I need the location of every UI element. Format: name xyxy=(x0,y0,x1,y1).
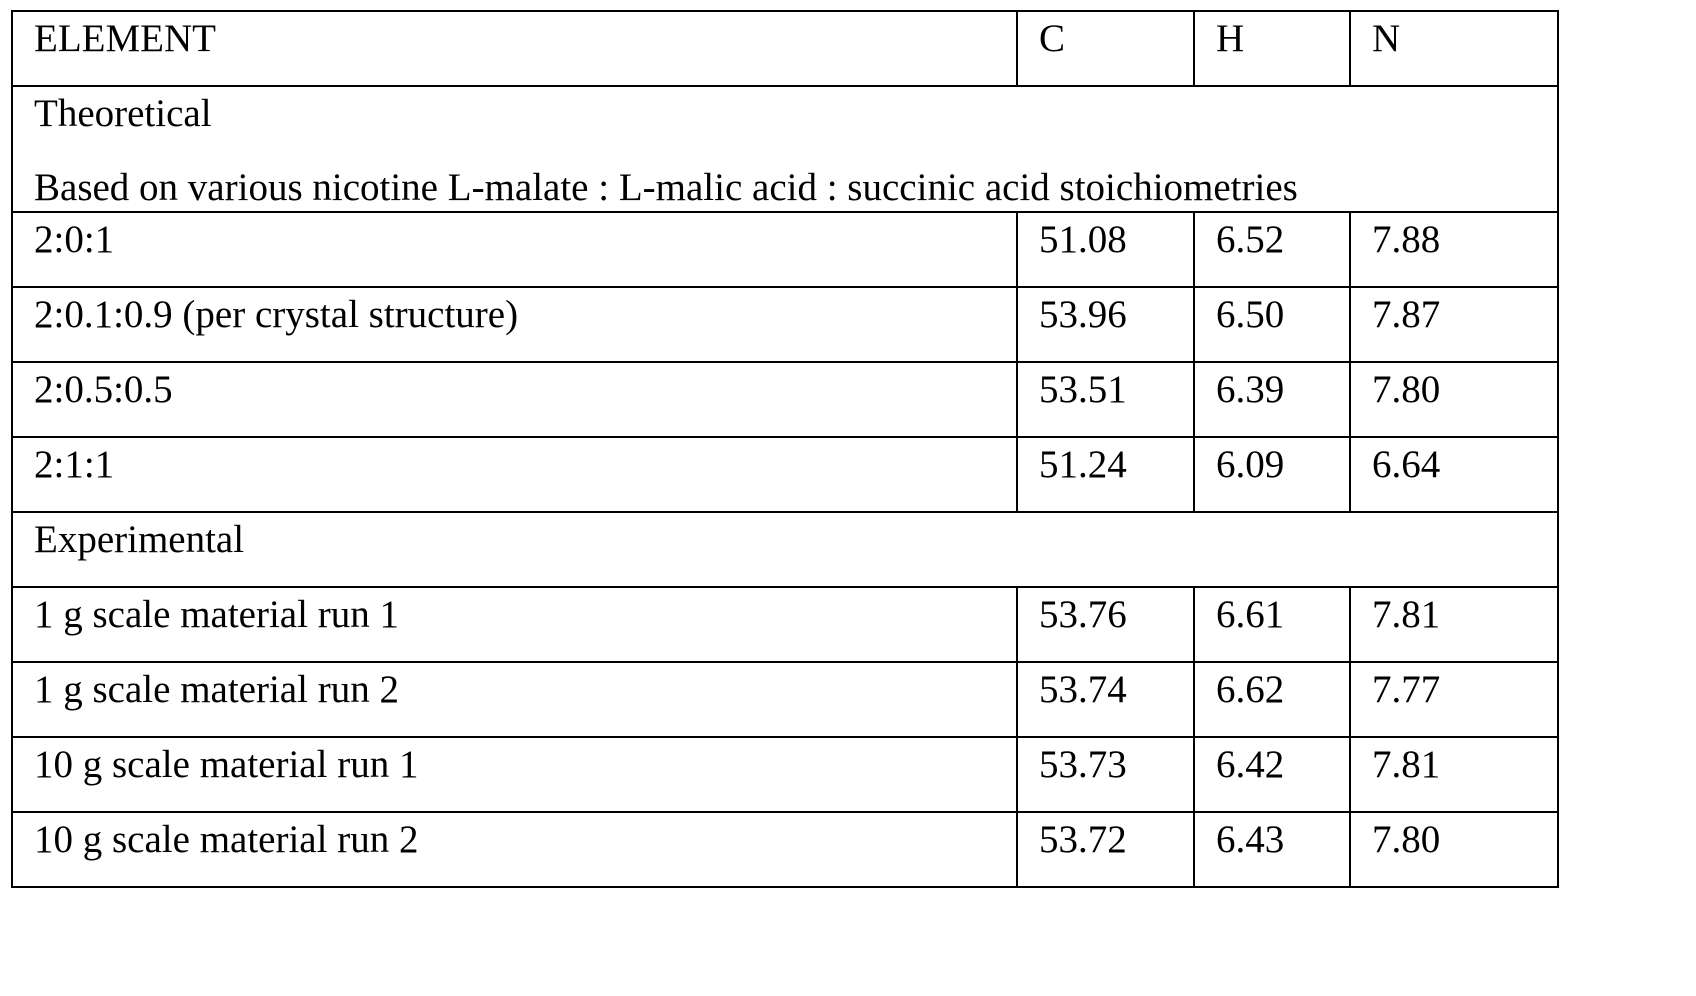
table-row xyxy=(12,587,1558,662)
cell-carbon xyxy=(1017,662,1194,737)
cell-nitrogen xyxy=(1350,587,1558,662)
row-label-text: 1 g scale material run 1 xyxy=(34,593,399,636)
row-label-text: 1 g scale material run 2 xyxy=(34,668,399,711)
nitrogen-value: 7.87 xyxy=(1372,293,1441,336)
table-row xyxy=(12,737,1558,812)
carbon-value: 53.73 xyxy=(1039,743,1127,786)
carbon-value: 53.76 xyxy=(1039,593,1127,636)
row-label-text: 10 g scale material run 1 xyxy=(34,743,419,786)
row-label-text: 2:0:1 xyxy=(34,218,115,261)
nitrogen-value: 7.80 xyxy=(1372,368,1441,411)
section-theoretical-subtitle: Based on various nicotine L-malate : L-malic acid : succinic acid stoichiometries xyxy=(34,166,1298,209)
hydrogen-value: 6.62 xyxy=(1216,668,1285,711)
cell-hydrogen xyxy=(1194,662,1350,737)
cell-hydrogen xyxy=(1194,737,1350,812)
row-label xyxy=(12,362,1017,437)
hydrogen-value: 6.50 xyxy=(1216,293,1285,336)
section-theoretical-cell xyxy=(12,86,1558,212)
cell-hydrogen xyxy=(1194,812,1350,887)
row-label-text: 2:0.5:0.5 xyxy=(34,368,173,411)
header-hydrogen xyxy=(1194,11,1350,86)
cell-hydrogen xyxy=(1194,437,1350,512)
cell-carbon xyxy=(1017,287,1194,362)
carbon-value: 53.51 xyxy=(1039,368,1127,411)
carbon-value: 51.08 xyxy=(1039,218,1127,261)
header-hydrogen-label: H xyxy=(1216,17,1245,60)
cell-carbon xyxy=(1017,812,1194,887)
table-row xyxy=(12,812,1558,887)
hydrogen-value: 6.52 xyxy=(1216,218,1285,261)
nitrogen-value: 7.81 xyxy=(1372,743,1441,786)
carbon-value: 51.24 xyxy=(1039,443,1127,486)
cell-carbon xyxy=(1017,212,1194,287)
cell-nitrogen xyxy=(1350,362,1558,437)
row-label xyxy=(12,812,1017,887)
cell-nitrogen xyxy=(1350,812,1558,887)
header-element xyxy=(12,11,1017,86)
cell-carbon xyxy=(1017,737,1194,812)
row-label-text: 10 g scale material run 2 xyxy=(34,818,419,861)
row-label xyxy=(12,662,1017,737)
carbon-value: 53.74 xyxy=(1039,668,1127,711)
header-row xyxy=(12,11,1558,86)
elemental-analysis-table xyxy=(11,10,1559,888)
table-row xyxy=(12,662,1558,737)
carbon-value: 53.72 xyxy=(1039,818,1127,861)
hydrogen-value: 6.61 xyxy=(1216,593,1285,636)
row-label xyxy=(12,437,1017,512)
nitrogen-value: 7.81 xyxy=(1372,593,1441,636)
section-experimental-cell xyxy=(12,512,1558,587)
cell-hydrogen xyxy=(1194,362,1350,437)
cell-hydrogen xyxy=(1194,587,1350,662)
cell-nitrogen xyxy=(1350,662,1558,737)
cell-nitrogen xyxy=(1350,287,1558,362)
row-label xyxy=(12,737,1017,812)
header-nitrogen-label: N xyxy=(1372,17,1401,60)
cell-hydrogen xyxy=(1194,212,1350,287)
hydrogen-value: 6.43 xyxy=(1216,818,1285,861)
section-experimental-title: Experimental xyxy=(34,518,245,561)
hydrogen-value: 6.39 xyxy=(1216,368,1285,411)
cell-nitrogen xyxy=(1350,437,1558,512)
hydrogen-value: 6.09 xyxy=(1216,443,1285,486)
row-label xyxy=(12,287,1017,362)
cell-nitrogen xyxy=(1350,737,1558,812)
nitrogen-value: 7.77 xyxy=(1372,668,1441,711)
cell-nitrogen xyxy=(1350,212,1558,287)
elemental-analysis-table-container xyxy=(11,10,1557,888)
hydrogen-value: 6.42 xyxy=(1216,743,1285,786)
header-carbon xyxy=(1017,11,1194,86)
header-element-label: ELEMENT xyxy=(34,17,216,60)
header-nitrogen xyxy=(1350,11,1558,86)
cell-hydrogen xyxy=(1194,287,1350,362)
nitrogen-value: 7.80 xyxy=(1372,818,1441,861)
carbon-value: 53.96 xyxy=(1039,293,1127,336)
table-row xyxy=(12,287,1558,362)
row-label xyxy=(12,212,1017,287)
row-label xyxy=(12,587,1017,662)
table-row xyxy=(12,362,1558,437)
nitrogen-value: 7.88 xyxy=(1372,218,1441,261)
row-label-text: 2:1:1 xyxy=(34,443,115,486)
cell-carbon xyxy=(1017,437,1194,512)
row-label-text: 2:0.1:0.9 (per crystal structure) xyxy=(34,293,519,336)
section-experimental-row xyxy=(12,512,1558,587)
cell-carbon xyxy=(1017,587,1194,662)
section-theoretical-row xyxy=(12,86,1558,212)
nitrogen-value: 6.64 xyxy=(1372,443,1441,486)
table-row xyxy=(12,437,1558,512)
section-theoretical-title: Theoretical xyxy=(34,92,212,135)
cell-carbon xyxy=(1017,362,1194,437)
table-row xyxy=(12,212,1558,287)
header-carbon-label: C xyxy=(1039,17,1066,60)
